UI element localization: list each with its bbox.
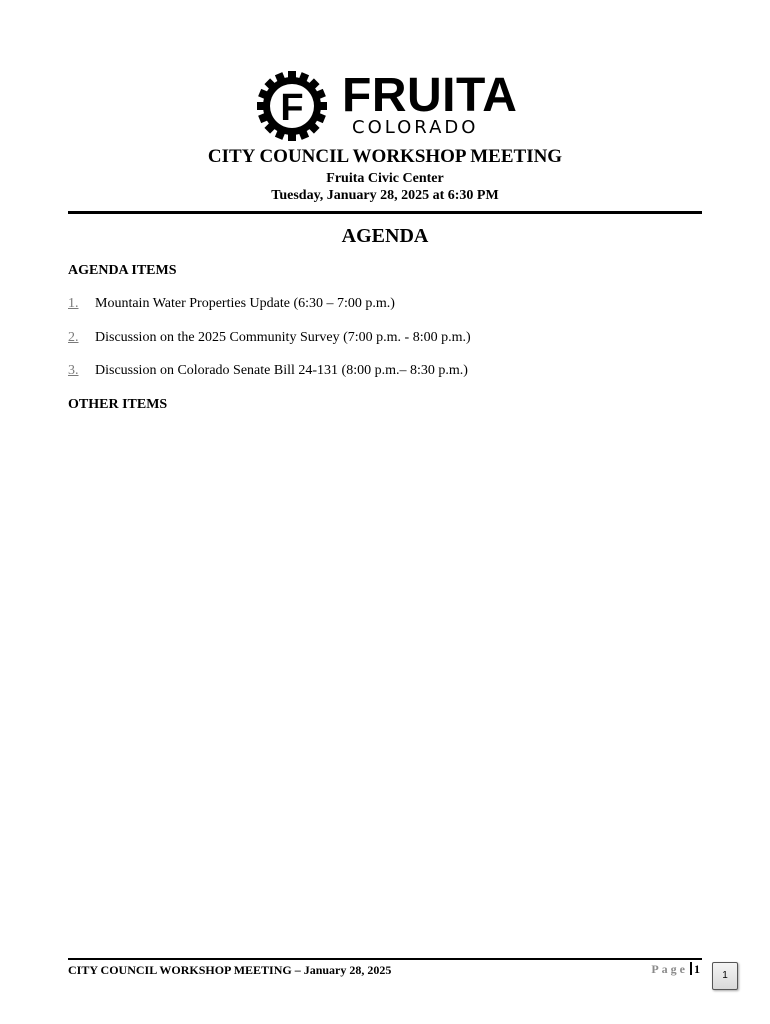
- agenda-items-heading: AGENDA ITEMS: [68, 263, 177, 278]
- footer-meeting-label: CITY COUNCIL WORKSHOP MEETING – January 28, 2025: [68, 963, 392, 977]
- fruita-logo: [256, 70, 516, 142]
- other-items-heading: OTHER ITEMS: [68, 397, 168, 412]
- agenda-heading: AGENDA: [341, 225, 429, 247]
- footer-page-indicator: [651, 962, 700, 976]
- footer-page-separator: [690, 962, 692, 975]
- logo-subtitle: COLORADO: [352, 117, 479, 138]
- header-divider: [68, 211, 702, 214]
- meeting-datetime: Tuesday, January 28, 2025 at 6:30 PM: [271, 188, 499, 203]
- agenda-item-text: Discussion on the 2025 Community Survey (7:00 p.m. - 8:00 p.m.): [95, 330, 471, 345]
- agenda-item-number: 2.: [68, 330, 79, 345]
- agenda-item-text: Mountain Water Properties Update (6:30 – 7:00 p.m.): [95, 296, 395, 311]
- meeting-title: CITY COUNCIL WORKSHOP MEETING: [207, 146, 563, 167]
- agenda-item-number: 3.: [68, 363, 79, 378]
- page-number-badge: 1: [712, 962, 738, 990]
- logo-wordmark: FRUITA: [342, 69, 518, 122]
- footer-divider: [68, 958, 702, 960]
- footer-page-label: Page: [651, 962, 688, 976]
- logo-mark-letter: F: [280, 87, 304, 129]
- gear-logo-icon: [256, 70, 328, 142]
- footer-page-number: 1: [694, 962, 700, 976]
- agenda-item-number: 1.: [68, 296, 79, 311]
- meeting-location: Fruita Civic Center: [326, 171, 444, 186]
- agenda-item-text: Discussion on Colorado Senate Bill 24-131 (8:00 p.m.– 8:30 p.m.): [95, 363, 468, 378]
